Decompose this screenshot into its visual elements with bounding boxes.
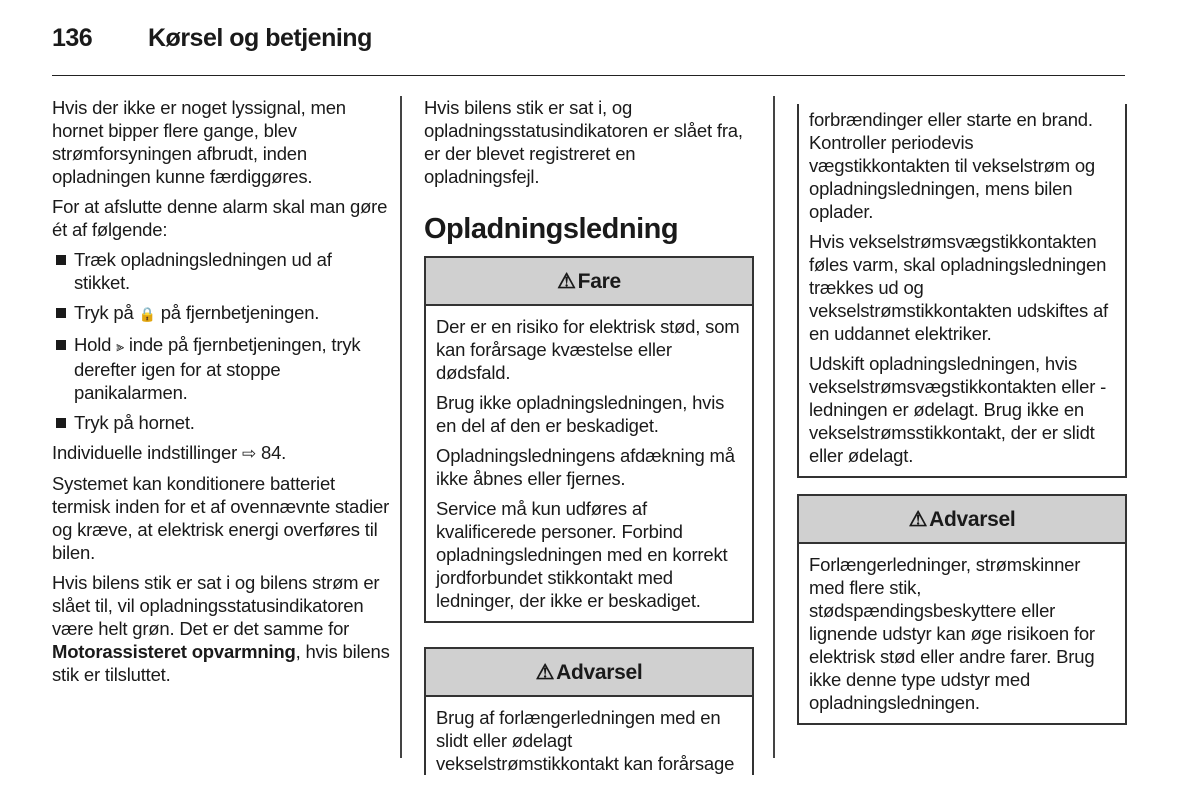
list-item-text: Hold ⫸ inde på fjernbetjeningen, tryk derefter igen for at stoppe panikalarmen. — [74, 334, 361, 403]
callout-paragraph: Opladningsledningens afdækning må ikke åbnes eller fjernes. — [436, 445, 735, 489]
warning-callout — [424, 647, 754, 775]
callout-header — [426, 258, 752, 306]
warning-callout — [797, 494, 1127, 725]
callout-paragraph: Service må kun udføres af kvalificerede personer. Forbind opladningsledningen med en korrekt jordforbundet stikkontakt med ledninger, der ikke er beskadiget. — [436, 498, 728, 611]
bullet-square-icon — [56, 308, 66, 318]
bullet-square-icon — [56, 340, 66, 350]
callout-body — [799, 544, 1125, 723]
callout-title: Advarsel — [929, 507, 1016, 531]
list-item — [52, 411, 392, 434]
bold-term: Motorassisteret opvarmning — [52, 641, 296, 662]
paragraph: Hvis bilens stik er sat i og bilens strøm er slået til, vil opladningsstatusindikatoren være helt grøn. Det er det samme for Motorassisteret opvarmning, hvis bilens stik er tilsluttet. — [52, 572, 390, 685]
paragraph: Hvis bilens stik er sat i, og opladningsstatusindikatoren er slået fra, er der blevet registreret en opladningsfejl. — [424, 97, 743, 187]
callout-body — [426, 697, 752, 775]
warning-triangle-icon: ⚠ — [557, 269, 576, 293]
callout-paragraph: Der er en risiko for elektrisk stød, som kan forårsage kvæstelse eller dødsfald. — [436, 316, 740, 383]
paragraph: Hvis der ikke er noget lyssignal, men hornet bipper flere gange, blev strømforsyningen afbrudt, inden opladningen kunne færdiggøres. — [52, 97, 346, 187]
paragraph: Individuelle indstillinger ⇨ 84. — [52, 442, 287, 463]
callout-paragraph: Forlængerledninger, strømskinner med flere stik, stødspændingsbeskyttere eller lignende udstyr kan øge risikoen for elektrisk stød eller andre farer. Brug ikke denne type udstyr med opladningsledningen. — [809, 554, 1095, 713]
danger-callout — [424, 256, 754, 623]
bullet-square-icon — [56, 255, 66, 265]
warning-triangle-icon: ⚠ — [535, 660, 555, 684]
column-3 — [797, 104, 1127, 749]
list-item — [52, 248, 392, 294]
column-divider — [400, 96, 402, 758]
callout-paragraph: Hvis vekselstrømsvægstikkontakten føles varm, skal opladningsledningen trækkes ud og vekselstrømstikkontakten udskiftes af en uddannet elektriker. — [809, 231, 1108, 344]
paragraph: For at afslutte denne alarm skal man gøre ét af følgende: — [52, 196, 388, 240]
lock-icon: 🔒 — [138, 306, 156, 322]
page-reference-arrow-icon: ⇨ — [242, 444, 257, 463]
panic-alarm-icon: ⫸ — [116, 338, 124, 354]
paragraph: Systemet kan konditionere batteriet termisk inden for et af ovennævnte stadier og kræve, at elektrisk energi overføres til bilen. — [52, 473, 390, 563]
warning-callout-continued — [797, 104, 1127, 478]
list-item — [52, 301, 392, 326]
running-head: Kørsel og betjening — [148, 24, 372, 52]
callout-title: Advarsel — [556, 660, 643, 684]
bullet-square-icon — [56, 418, 66, 428]
list-item-text: Tryk på 🔒 på fjernbetjeningen. — [74, 302, 320, 323]
header-rule — [52, 75, 1125, 76]
list-item-text: Træk opladningsledningen ud af stikket. — [74, 249, 332, 293]
page-number: 136 — [52, 24, 93, 52]
column-2 — [424, 96, 754, 799]
list-item-text: Tryk på hornet. — [74, 412, 195, 433]
list-item — [52, 333, 392, 404]
callout-paragraph: Brug ikke opladningsledningen, hvis en del af den er beskadiget. — [436, 392, 725, 436]
callout-paragraph: forbrændinger eller starte en brand. Kontroller periodevis vægstikkontakten til vekselstrøm og opladningsledningen, mens bilen oplader. — [809, 109, 1096, 222]
column-1 — [52, 96, 392, 693]
callout-header — [799, 496, 1125, 544]
callout-title: Fare — [577, 269, 621, 293]
callout-header — [426, 649, 752, 697]
callout-paragraph: Udskift opladningsledningen, hvis vekselstrømsvægstikkontakten eller -ledningen er ødelagt. Brug ikke en vekselstrømsstikkontakt, der er slidt eller ødelagt. — [809, 353, 1107, 466]
section-heading: Opladningsledning — [424, 213, 679, 245]
warning-triangle-icon: ⚠ — [908, 507, 928, 531]
callout-body — [426, 306, 752, 621]
callout-paragraph: Brug af forlængerledningen med en slidt eller ødelagt vekselstrømstikkontakt kan forårsage — [436, 707, 735, 774]
column-divider — [773, 96, 775, 758]
